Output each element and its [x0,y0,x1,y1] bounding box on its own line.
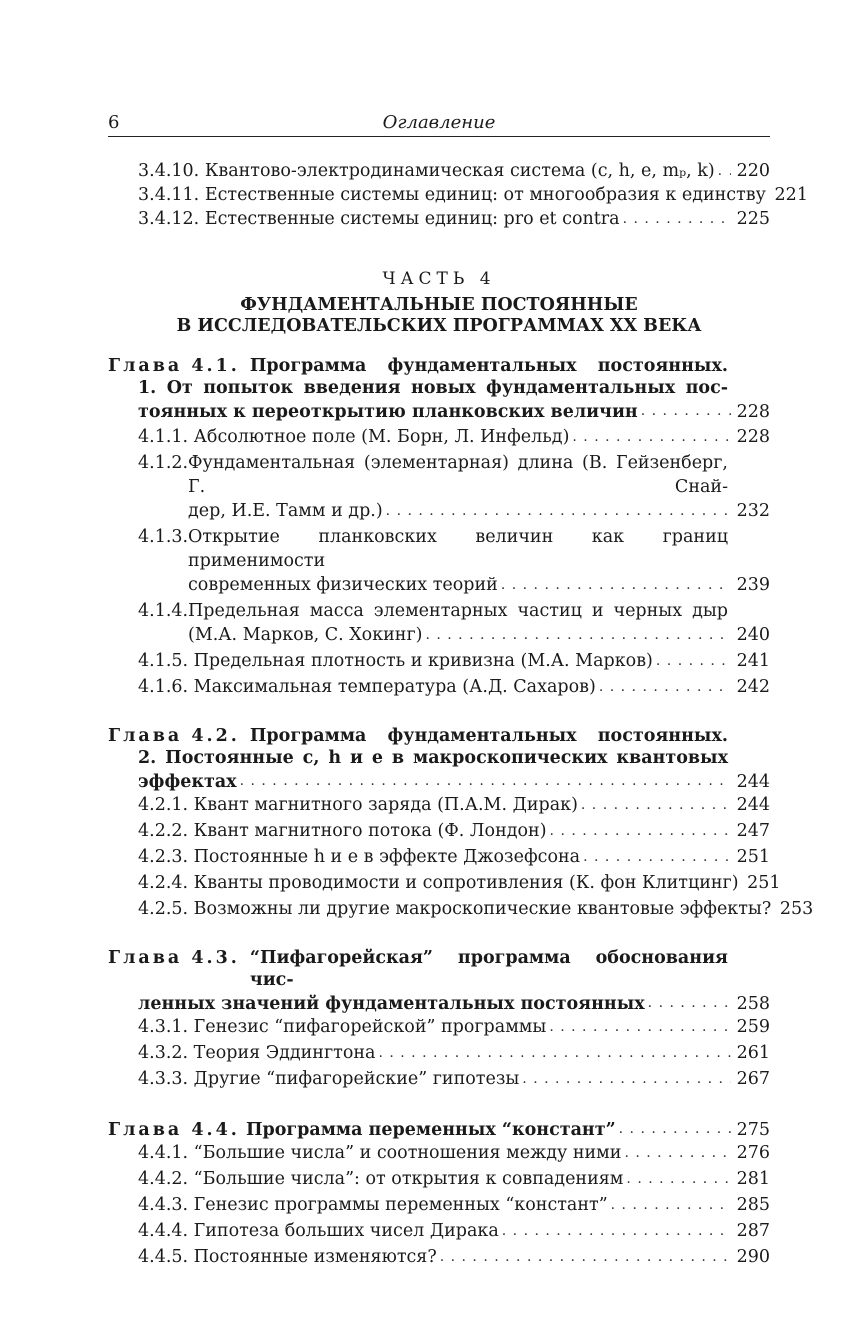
page-ref: 276 [736,1143,770,1163]
dot-leader [549,1015,731,1039]
page-ref: 228 [736,402,770,422]
toc-entry[interactable]: 4.1.2. Фундаментальная (элементарная) длина (В. Гейзенберг, Г. Снай- дер, И.Е. Тамм и др.) . . . 232 [108,451,770,523]
dot-leader [623,207,731,231]
toc-entry[interactable]: 4.3.3. Другие “пифагорейские” гипотезы . . . 267 [108,1067,770,1091]
chapter-heading[interactable]: Глава 4.4. Программа переменных “констант” . . . 275 [108,1117,770,1141]
toc-entry[interactable]: 3.4.10. Квантово-электродинамическая система (c, h, e, mₚ, k) . . . 220 [108,159,770,183]
part-title: ФУНДАМЕНТАЛЬНЫЕ ПОСТОЯННЫЕ В ИССЛЕДОВАТЕЛЬСКИХ ПРОГРАММАХ XX ВЕКА [176,295,702,336]
page-ref: 285 [736,1195,770,1215]
page-ref: 239 [736,575,770,595]
dot-leader [641,399,731,423]
dot-leader [440,1245,731,1269]
chapter-heading[interactable]: Глава 4.2. Программа фундаментальных постоянных. 2. Постоянные c, h и e в макроскопических квантовых эффектах . . . 244 [108,725,770,793]
toc-entry[interactable]: 4.2.4. Кванты проводимости и сопротивления (К. фон Клитцинг) 251 [138,873,781,893]
toc-entry[interactable]: 4.1.5. Предельная плотность и кривизна (М.А. Марков) . . . 241 [108,649,770,673]
page-ref: 290 [736,1247,770,1267]
toc-entry[interactable]: 4.4.5. Постоянные изменяются? . . . 290 [108,1245,770,1269]
dot-leader [386,499,731,523]
toc-entry[interactable]: 3.4.11. Естественные системы единиц: от многообразия к единству 221 [138,185,808,205]
page-ref: 261 [736,1043,770,1063]
page-ref: 251 [747,873,781,893]
page-ref: 281 [736,1169,770,1189]
dot-leader [502,1219,731,1243]
page-ref: 225 [736,209,770,229]
running-title: Оглавление [382,112,496,133]
page-ref: 240 [736,625,770,645]
chapter-heading[interactable]: Глава 4.1. Программа фундаментальных постоянных. 1. От попыток введения новых фундаментальных пос- тоянных к переоткрытию планковских величин . . . 228 [108,355,770,423]
dot-leader [583,845,731,869]
toc-entry[interactable]: 4.2.2. Квант магнитного потока (Ф. Лондон) . . . 247 [108,819,770,843]
page-ref: 244 [736,795,770,815]
toc-entry[interactable]: 4.2.3. Постоянные h и e в эффекте Джозефсона . . . 251 [108,845,770,869]
page-ref: 220 [736,161,770,181]
toc-entry[interactable]: 4.4.1. “Большие числа” и соотношения между ними . . . 276 [108,1141,770,1165]
dot-leader [626,1167,731,1191]
toc-entry[interactable]: 4.3.2. Теория Эддингтона . . . 261 [108,1041,770,1065]
page-ref: 275 [736,1120,770,1140]
page-ref: 241 [736,651,770,671]
page-ref: 258 [736,994,770,1014]
toc-entry[interactable]: 4.1.3. Открытие планковских величин как границ применимости современных физических теорий . . . 239 [108,525,770,597]
page-ref: 221 [774,185,808,205]
page-ref: 267 [736,1069,770,1089]
page-ref: 259 [736,1017,770,1037]
dot-leader [599,675,731,699]
dot-leader [656,649,731,673]
toc-entry[interactable]: 4.1.6. Максимальная температура (А.Д. Сахаров) . . . 242 [108,675,770,699]
page-header [108,106,770,137]
page-ref: 251 [736,847,770,867]
toc-entry[interactable]: 4.4.3. Генезис программы переменных “констант” . . . 285 [108,1193,770,1217]
dot-leader [550,819,731,843]
page-ref: 244 [736,772,770,792]
dot-leader [501,573,731,597]
toc-entry[interactable]: 4.4.4. Гипотеза больших чисел Дирака . . . 287 [108,1219,770,1243]
page-ref: 253 [779,899,814,919]
toc-entry[interactable]: 4.2.5. Возможны ли другие макроскопические квантовые эффекты? 253 [138,899,814,919]
toc-entry[interactable]: 3.4.12. Естественные системы единиц: pro et contra . . . 225 [108,207,770,231]
toc-page [108,106,814,1269]
page-ref: 287 [736,1221,770,1241]
dot-leader [572,425,731,449]
toc-entry[interactable]: 4.1.1. Абсолютное поле (М. Борн, Л. Инфельд) . . . 228 [108,425,770,449]
dot-leader [425,623,731,647]
page-number: 6 [108,112,120,133]
page-ref: 247 [736,821,770,841]
page-ref: 228 [736,427,770,447]
part-label: ЧАСТЬ 4 [382,269,496,289]
dot-leader [581,793,731,817]
dot-leader [619,1117,731,1141]
toc-entry[interactable]: 4.2.1. Квант магнитного заряда (П.А.М. Дирак) . . . 244 [108,793,770,817]
page-ref: 242 [736,677,770,697]
dot-leader [718,159,731,183]
toc-entry[interactable]: 4.4.2. “Большие числа”: от открытия к совпадениям . . . 281 [108,1167,770,1191]
dot-leader [624,1141,731,1165]
page-ref: 232 [736,501,770,521]
dot-leader [522,1067,731,1091]
dot-leader [378,1041,731,1065]
dot-leader [648,991,731,1015]
chapter-heading[interactable]: Глава 4.3. “Пифагорейская” программа обоснования чис- ленных значений фундаментальных постоянных . . . 258 [108,947,770,1015]
dot-leader [611,1193,731,1217]
toc-entry[interactable]: 4.1.4. Предельная масса элементарных частиц и черных дыр (М.А. Марков, С. Хокинг) . . . 240 [108,599,770,647]
dot-leader [240,769,731,793]
toc-entry[interactable]: 4.3.1. Генезис “пифагорейской” программы . . . 259 [108,1015,770,1039]
